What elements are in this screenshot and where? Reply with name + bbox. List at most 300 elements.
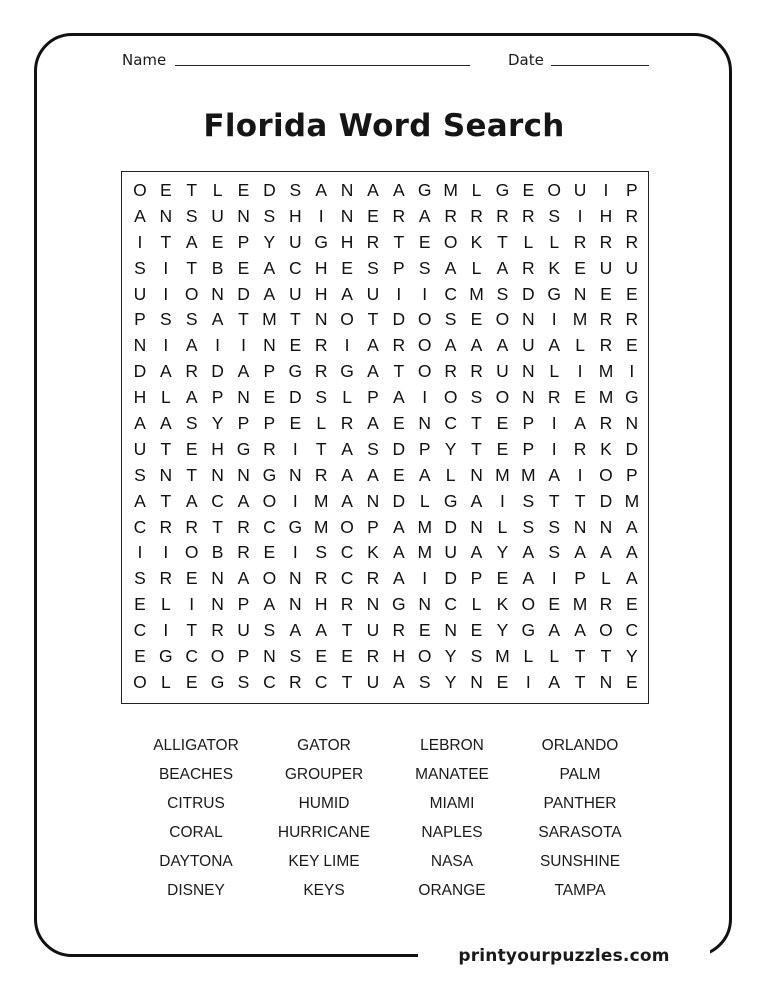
grid-letter[interactable]: R	[263, 438, 276, 459]
grid-letter[interactable]: L	[523, 231, 534, 252]
grid-letter[interactable]: P	[134, 309, 146, 330]
grid-letter[interactable]: C	[314, 671, 328, 692]
grid-letter[interactable]: M	[262, 309, 277, 330]
grid-letter[interactable]: L	[497, 516, 508, 537]
grid-letter[interactable]: C	[263, 671, 276, 692]
grid-letter[interactable]: O	[495, 309, 510, 330]
grid-letter[interactable]: A	[548, 335, 561, 356]
grid-letter[interactable]: R	[185, 361, 199, 382]
grid-letter[interactable]: U	[573, 180, 587, 200]
grid-letter[interactable]: U	[521, 335, 535, 356]
grid-letter[interactable]: C	[211, 490, 224, 511]
grid-letter[interactable]: N	[288, 594, 302, 615]
grid-letter[interactable]: O	[599, 620, 613, 641]
grid-letter[interactable]: A	[522, 542, 535, 563]
grid-letter[interactable]: A	[548, 620, 561, 641]
grid-letter[interactable]: C	[625, 620, 639, 641]
grid-letter[interactable]: U	[211, 205, 224, 226]
grid-letter[interactable]: A	[237, 568, 250, 589]
grid-letter[interactable]: D	[133, 361, 147, 382]
grid-letter[interactable]: N	[366, 490, 380, 511]
grid-letter[interactable]: O	[417, 361, 432, 382]
grid-letter[interactable]: N	[573, 283, 587, 304]
grid-letter[interactable]: E	[496, 438, 509, 459]
grid-letter[interactable]: E	[289, 335, 302, 356]
grid-letter[interactable]: N	[211, 464, 224, 485]
grid-letter[interactable]: Y	[444, 671, 457, 692]
grid-letter[interactable]: I	[396, 283, 402, 304]
grid-letter[interactable]: K	[600, 438, 612, 459]
grid-letter[interactable]: G	[159, 646, 173, 667]
grid-letter[interactable]: S	[289, 180, 302, 200]
grid-letter[interactable]: G	[625, 387, 639, 408]
grid-letter[interactable]: S	[134, 464, 146, 485]
grid-letter[interactable]: U	[288, 283, 302, 304]
grid-letter[interactable]: U	[133, 283, 147, 304]
grid-letter[interactable]: M	[598, 387, 614, 408]
grid-letter[interactable]: D	[444, 516, 457, 537]
grid-letter[interactable]: S	[185, 309, 198, 330]
grid-letter[interactable]: E	[470, 309, 483, 330]
grid-letter[interactable]: O	[133, 180, 147, 200]
grid-letter[interactable]: P	[418, 438, 431, 459]
grid-letter[interactable]: C	[340, 568, 354, 589]
grid-letter[interactable]: R	[444, 205, 457, 226]
grid-letter[interactable]: I	[344, 335, 350, 356]
grid-letter[interactable]: P	[237, 413, 250, 434]
grid-letter[interactable]: T	[238, 309, 249, 330]
grid-letter[interactable]: T	[160, 438, 172, 459]
grid-letter[interactable]: A	[134, 490, 146, 511]
grid-letter[interactable]: E	[367, 205, 379, 226]
grid-letter[interactable]: N	[237, 387, 250, 408]
grid-letter[interactable]: K	[367, 542, 379, 563]
grid-letter[interactable]: Y	[626, 646, 638, 667]
grid-letter[interactable]: N	[159, 205, 173, 226]
grid-letter[interactable]: N	[470, 516, 483, 537]
grid-letter[interactable]: N	[263, 335, 276, 356]
grid-letter[interactable]: U	[444, 542, 457, 563]
grid-letter[interactable]: M	[417, 516, 433, 537]
grid-letter[interactable]: G	[288, 361, 303, 382]
grid-letter[interactable]: O	[184, 542, 199, 563]
grid-letter[interactable]: S	[185, 205, 198, 226]
grid-letter[interactable]: D	[288, 387, 302, 408]
grid-letter[interactable]: S	[134, 257, 146, 278]
grid-letter[interactable]: T	[315, 438, 327, 459]
grid-letter[interactable]: U	[366, 283, 380, 304]
grid-letter[interactable]: I	[163, 257, 169, 278]
grid-letter[interactable]: T	[600, 646, 612, 667]
grid-letter[interactable]: I	[499, 490, 505, 511]
grid-letter[interactable]: E	[393, 464, 405, 485]
grid-letter[interactable]: D	[237, 283, 250, 304]
grid-letter[interactable]: B	[211, 257, 224, 278]
grid-letter[interactable]: A	[289, 620, 302, 641]
grid-letter[interactable]: U	[625, 257, 639, 278]
grid-letter[interactable]: P	[522, 413, 535, 434]
grid-letter[interactable]: E	[315, 646, 328, 667]
grid-letter[interactable]: I	[292, 438, 298, 459]
grid-letter[interactable]: N	[366, 594, 380, 615]
grid-letter[interactable]: S	[315, 542, 328, 563]
grid-letter[interactable]: G	[521, 620, 536, 641]
grid-letter[interactable]: A	[444, 335, 457, 356]
grid-letter[interactable]: N	[133, 335, 147, 356]
grid-letter[interactable]: R	[159, 568, 173, 589]
grid-letter[interactable]: I	[603, 180, 609, 200]
grid-letter[interactable]: A	[626, 568, 638, 589]
grid-letter[interactable]: A	[263, 594, 276, 615]
grid-letter[interactable]: K	[470, 231, 483, 252]
grid-letter[interactable]: A	[574, 413, 586, 434]
grid-letter[interactable]: O	[417, 646, 432, 667]
grid-letter[interactable]: K	[548, 257, 561, 278]
grid-letter[interactable]: C	[444, 413, 457, 434]
grid-letter[interactable]: E	[185, 438, 198, 459]
grid-letter[interactable]: P	[367, 387, 379, 408]
grid-letter[interactable]: N	[599, 516, 613, 537]
grid-letter[interactable]: G	[392, 594, 406, 615]
grid-letter[interactable]: L	[549, 646, 560, 667]
grid-letter[interactable]: A	[367, 180, 379, 200]
grid-letter[interactable]: D	[392, 309, 406, 330]
grid-letter[interactable]: N	[159, 464, 173, 485]
grid-letter[interactable]: R	[366, 231, 380, 252]
grid-letter[interactable]: E	[185, 671, 198, 692]
grid-letter[interactable]: L	[419, 490, 430, 511]
grid-letter[interactable]: L	[549, 231, 560, 252]
grid-letter[interactable]: P	[263, 361, 276, 382]
grid-letter[interactable]: A	[367, 413, 379, 434]
grid-letter[interactable]: I	[163, 335, 169, 356]
grid-letter[interactable]: A	[134, 413, 146, 434]
grid-letter[interactable]: D	[392, 438, 406, 459]
grid-letter[interactable]: A	[237, 361, 250, 382]
grid-letter[interactable]: O	[443, 231, 458, 252]
grid-letter[interactable]: U	[366, 671, 380, 692]
grid-letter[interactable]: T	[574, 490, 586, 511]
grid-letter[interactable]: Y	[263, 231, 276, 252]
grid-letter[interactable]: S	[185, 413, 198, 434]
grid-letter[interactable]: Y	[211, 413, 224, 434]
grid-letter[interactable]: T	[160, 490, 172, 511]
grid-letter[interactable]: E	[418, 620, 431, 641]
grid-letter[interactable]: N	[625, 413, 639, 434]
grid-letter[interactable]: P	[626, 180, 638, 200]
grid-letter[interactable]: G	[340, 361, 354, 382]
grid-letter[interactable]: T	[367, 309, 379, 330]
grid-letter[interactable]: A	[315, 180, 328, 200]
grid-letter[interactable]: M	[624, 490, 640, 511]
grid-letter[interactable]: H	[340, 231, 354, 252]
grid-letter[interactable]: P	[393, 257, 405, 278]
grid-letter[interactable]: M	[495, 646, 510, 667]
grid-letter[interactable]: L	[601, 568, 611, 589]
grid-letter[interactable]: O	[262, 568, 277, 589]
grid-letter[interactable]: A	[185, 231, 198, 252]
grid-letter[interactable]: R	[340, 413, 354, 434]
grid-letter[interactable]: A	[470, 490, 483, 511]
grid-letter[interactable]: A	[548, 671, 561, 692]
grid-letter[interactable]: D	[625, 438, 639, 459]
grid-letter[interactable]: R	[599, 594, 613, 615]
grid-letter[interactable]: S	[237, 671, 250, 692]
grid-letter[interactable]: S	[418, 257, 431, 278]
grid-letter[interactable]: A	[393, 542, 405, 563]
grid-letter[interactable]: O	[599, 464, 613, 485]
grid-letter[interactable]: E	[496, 413, 509, 434]
grid-letter[interactable]: N	[340, 205, 354, 226]
grid-letter[interactable]: A	[470, 542, 483, 563]
grid-letter[interactable]: I	[422, 387, 428, 408]
grid-letter[interactable]: A	[418, 464, 431, 485]
grid-letter[interactable]: C	[185, 646, 199, 667]
grid-letter[interactable]: S	[289, 646, 302, 667]
grid-letter[interactable]: D	[263, 180, 276, 200]
grid-letter[interactable]: M	[443, 180, 458, 200]
grid-letter[interactable]: N	[288, 568, 302, 589]
grid-letter[interactable]: L	[316, 413, 327, 434]
grid-letter[interactable]: G	[288, 516, 303, 537]
grid-letter[interactable]: H	[133, 387, 147, 408]
grid-letter[interactable]: N	[521, 309, 535, 330]
grid-letter[interactable]: R	[496, 205, 509, 226]
grid-letter[interactable]: A	[263, 283, 276, 304]
grid-letter[interactable]: C	[288, 257, 302, 278]
grid-letter[interactable]: N	[521, 387, 535, 408]
grid-letter[interactable]: S	[470, 646, 483, 667]
grid-letter[interactable]: S	[548, 542, 561, 563]
grid-letter[interactable]: T	[289, 309, 301, 330]
grid-letter[interactable]: O	[210, 646, 225, 667]
grid-letter[interactable]: R	[185, 516, 199, 537]
grid-letter[interactable]: P	[211, 387, 224, 408]
grid-letter[interactable]: U	[133, 438, 147, 459]
grid-letter[interactable]: R	[521, 205, 535, 226]
grid-letter[interactable]: O	[340, 516, 354, 537]
grid-letter[interactable]: E	[626, 335, 638, 356]
grid-letter[interactable]: I	[292, 542, 298, 563]
grid-letter[interactable]: R	[392, 620, 406, 641]
grid-letter[interactable]: M	[598, 361, 614, 382]
grid-letter[interactable]: R	[573, 231, 587, 252]
grid-letter[interactable]: N	[237, 205, 250, 226]
grid-letter[interactable]: N	[599, 671, 613, 692]
grid-letter[interactable]: R	[366, 646, 380, 667]
grid-letter[interactable]: R	[547, 387, 561, 408]
grid-letter[interactable]: I	[137, 542, 143, 563]
grid-letter[interactable]: U	[237, 620, 250, 641]
grid-letter[interactable]: A	[341, 283, 353, 304]
grid-letter[interactable]: I	[577, 205, 583, 226]
grid-letter[interactable]: C	[263, 516, 276, 537]
grid-letter[interactable]: I	[318, 205, 324, 226]
grid-letter[interactable]: M	[469, 283, 484, 304]
grid-letter[interactable]: N	[211, 283, 224, 304]
grid-letter[interactable]: I	[551, 568, 557, 589]
grid-letter[interactable]: I	[629, 361, 635, 382]
grid-letter[interactable]: L	[471, 257, 482, 278]
grid-letter[interactable]: A	[626, 542, 638, 563]
grid-letter[interactable]: C	[444, 594, 457, 615]
grid-letter[interactable]: I	[577, 361, 583, 382]
grid-letter[interactable]: R	[444, 361, 457, 382]
grid-letter[interactable]: O	[417, 309, 432, 330]
grid-letter[interactable]: H	[211, 438, 224, 459]
grid-letter[interactable]: A	[185, 335, 198, 356]
grid-letter[interactable]: E	[289, 413, 302, 434]
grid-letter[interactable]: S	[522, 516, 535, 537]
grid-letter[interactable]: A	[444, 257, 457, 278]
grid-letter[interactable]: I	[163, 620, 169, 641]
grid-letter[interactable]: N	[237, 464, 250, 485]
grid-letter[interactable]: I	[422, 283, 428, 304]
grid-letter[interactable]: D	[521, 283, 535, 304]
grid-letter[interactable]: E	[211, 231, 224, 252]
grid-letter[interactable]: G	[314, 231, 328, 252]
grid-letter[interactable]: M	[417, 542, 433, 563]
grid-letter[interactable]: T	[160, 231, 172, 252]
grid-letter[interactable]: Y	[496, 620, 509, 641]
grid-letter[interactable]: D	[444, 568, 457, 589]
name-field-line[interactable]	[175, 65, 470, 66]
grid-letter[interactable]: I	[551, 413, 557, 434]
grid-letter[interactable]: E	[496, 671, 509, 692]
grid-letter[interactable]: A	[418, 205, 431, 226]
grid-letter[interactable]: E	[341, 646, 353, 667]
grid-letter[interactable]: N	[521, 361, 535, 382]
grid-letter[interactable]: A	[574, 542, 586, 563]
grid-letter[interactable]: S	[496, 283, 509, 304]
grid-letter[interactable]: A	[548, 464, 561, 485]
grid-letter[interactable]: H	[599, 205, 613, 226]
grid-letter[interactable]: P	[626, 464, 638, 485]
grid-letter[interactable]: A	[574, 620, 586, 641]
grid-letter[interactable]: A	[496, 335, 509, 356]
grid-letter[interactable]: S	[159, 309, 172, 330]
grid-letter[interactable]: H	[314, 594, 328, 615]
grid-letter[interactable]: M	[313, 516, 329, 537]
grid-letter[interactable]: P	[237, 231, 250, 252]
grid-letter[interactable]: G	[443, 490, 458, 511]
grid-letter[interactable]: H	[288, 205, 302, 226]
grid-letter[interactable]: E	[470, 620, 483, 641]
grid-letter[interactable]: S	[522, 490, 535, 511]
grid-letter[interactable]: S	[315, 387, 328, 408]
grid-letter[interactable]: M	[572, 594, 588, 615]
grid-letter[interactable]: I	[551, 438, 557, 459]
grid-letter[interactable]: U	[366, 620, 380, 641]
grid-letter[interactable]: A	[237, 490, 250, 511]
grid-letter[interactable]: A	[341, 490, 353, 511]
grid-letter[interactable]: T	[186, 180, 198, 200]
grid-letter[interactable]: K	[496, 594, 509, 615]
grid-letter[interactable]: A	[367, 361, 379, 382]
grid-letter[interactable]: E	[134, 646, 146, 667]
grid-letter[interactable]: U	[496, 361, 509, 382]
grid-letter[interactable]: R	[470, 361, 483, 382]
grid-letter[interactable]: I	[189, 594, 195, 615]
grid-letter[interactable]: R	[599, 413, 613, 434]
grid-letter[interactable]: M	[572, 309, 588, 330]
grid-letter[interactable]: E	[263, 387, 276, 408]
grid-letter[interactable]: T	[471, 438, 482, 459]
grid-letter[interactable]: R	[392, 205, 406, 226]
grid-letter[interactable]: Y	[444, 438, 457, 459]
grid-letter[interactable]: E	[185, 568, 198, 589]
grid-letter[interactable]: A	[185, 387, 198, 408]
grid-letter[interactable]: O	[262, 490, 277, 511]
grid-letter[interactable]: G	[547, 283, 561, 304]
grid-letter[interactable]: P	[574, 568, 586, 589]
grid-letter[interactable]: T	[341, 671, 353, 692]
grid-letter[interactable]: I	[422, 568, 428, 589]
grid-letter[interactable]: O	[184, 283, 199, 304]
grid-letter[interactable]: A	[341, 438, 353, 459]
grid-letter[interactable]: N	[418, 594, 432, 615]
grid-letter[interactable]: L	[471, 594, 482, 615]
grid-letter[interactable]: Y	[444, 646, 457, 667]
grid-letter[interactable]: N	[211, 568, 224, 589]
grid-letter[interactable]: D	[392, 490, 406, 511]
grid-letter[interactable]: D	[211, 361, 224, 382]
grid-letter[interactable]: A	[341, 464, 353, 485]
grid-letter[interactable]: T	[393, 231, 405, 252]
grid-letter[interactable]: A	[600, 542, 612, 563]
grid-letter[interactable]: L	[160, 671, 171, 692]
grid-letter[interactable]: L	[471, 180, 482, 200]
grid-letter[interactable]: E	[341, 257, 353, 278]
grid-letter[interactable]: M	[495, 464, 510, 485]
grid-letter[interactable]: R	[314, 568, 328, 589]
grid-letter[interactable]: E	[496, 568, 509, 589]
grid-letter[interactable]: S	[548, 516, 561, 537]
grid-letter[interactable]: N	[573, 516, 587, 537]
grid-letter[interactable]: A	[185, 490, 198, 511]
grid-letter[interactable]: S	[263, 205, 276, 226]
grid-letter[interactable]: N	[470, 464, 483, 485]
grid-letter[interactable]: T	[497, 231, 508, 252]
grid-letter[interactable]: T	[186, 257, 198, 278]
grid-letter[interactable]: R	[211, 620, 224, 641]
grid-letter[interactable]: R	[599, 335, 613, 356]
grid-letter[interactable]: E	[522, 180, 535, 200]
grid-letter[interactable]: T	[393, 361, 405, 382]
grid-letter[interactable]: E	[134, 594, 146, 615]
grid-letter[interactable]: A	[626, 516, 638, 537]
grid-letter[interactable]: R	[314, 361, 328, 382]
grid-letter[interactable]: I	[525, 671, 531, 692]
grid-letter[interactable]: A	[393, 516, 405, 537]
grid-letter[interactable]: A	[263, 257, 276, 278]
grid-letter[interactable]: C	[133, 516, 147, 537]
grid-letter[interactable]: E	[574, 257, 586, 278]
grid-letter[interactable]: G	[495, 180, 510, 200]
grid-letter[interactable]: T	[341, 620, 353, 641]
grid-letter[interactable]: S	[367, 257, 379, 278]
grid-letter[interactable]: S	[418, 671, 431, 692]
grid-letter[interactable]: B	[211, 542, 224, 563]
grid-letter[interactable]: E	[263, 542, 276, 563]
grid-letter[interactable]: R	[314, 335, 328, 356]
grid-letter[interactable]: O	[547, 180, 561, 200]
grid-letter[interactable]: G	[210, 671, 225, 692]
grid-letter[interactable]: L	[160, 387, 171, 408]
grid-letter[interactable]: M	[313, 490, 329, 511]
grid-letter[interactable]: A	[159, 413, 172, 434]
grid-letter[interactable]: N	[470, 671, 483, 692]
